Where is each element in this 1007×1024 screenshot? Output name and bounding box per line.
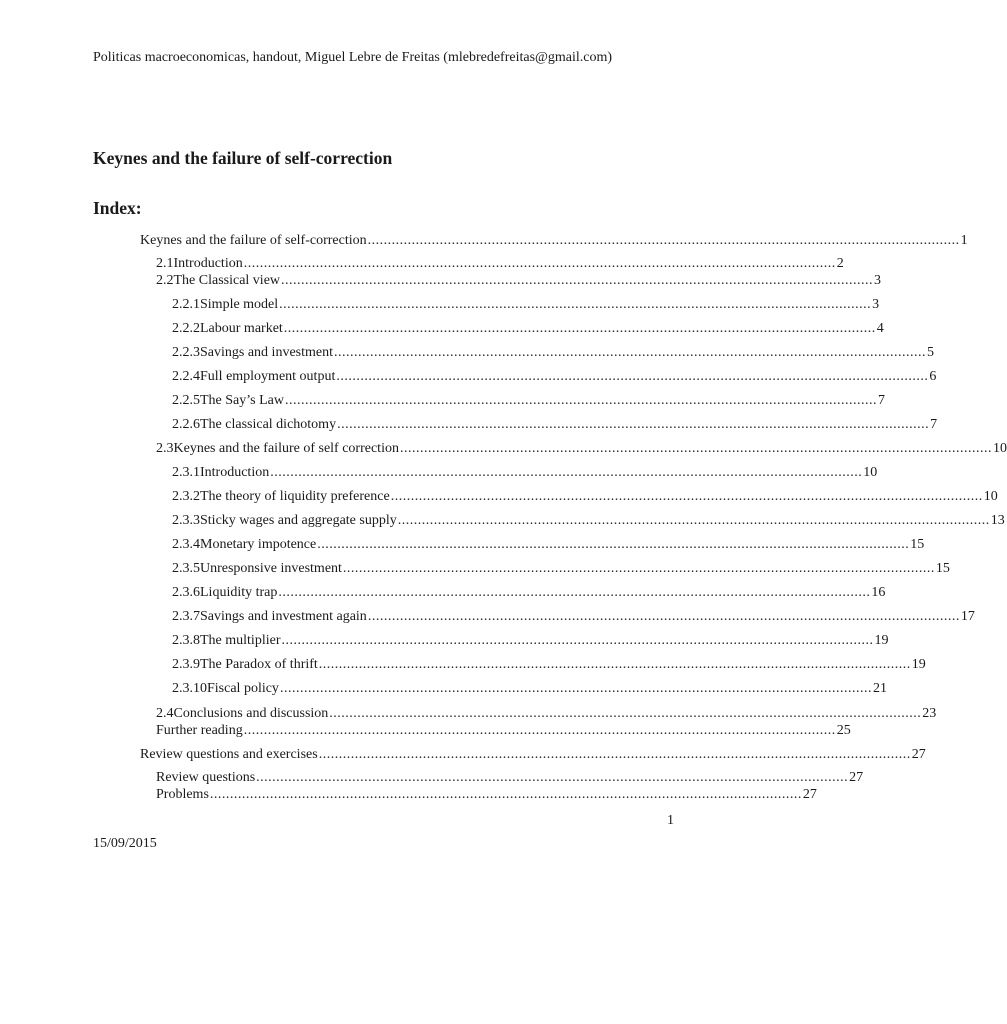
toc-leader-dots: .................................................................................................................................................... [367,233,960,248]
toc-entry-label: Liquidity trap [200,585,278,600]
toc-entry[interactable] [140,747,926,763]
toc-entry-number: 2.3.7 [172,609,200,624]
toc-entry-number: 2.3.4 [172,537,200,552]
toc-entry-label: The theory of liquidity preference [200,489,390,504]
toc-entry-page: 16 [871,585,886,600]
toc-entry-number: 2.2.1 [172,297,200,312]
toc-entry[interactable] [172,585,886,601]
toc-entry[interactable] [172,513,1005,529]
toc-entry-page: 15 [910,537,925,552]
toc-entry[interactable] [156,273,882,289]
toc-entry-page: 7 [877,393,885,408]
toc-entry[interactable] [172,681,887,697]
toc-entry[interactable] [156,706,937,722]
toc-entry-number: 2.3.1 [172,465,200,480]
toc-entry[interactable] [172,633,889,649]
toc-entry-number: 2.3.3 [172,513,200,528]
toc-leader-dots: .................................................................................................................................................... [209,787,802,802]
toc-entry-page: 3 [874,273,882,288]
toc-entry[interactable] [156,723,851,739]
toc-entry-page: 10 [863,465,878,480]
toc-entry[interactable] [172,369,937,385]
toc-entry[interactable] [156,256,844,272]
toc-entry-label: Labour market [200,321,283,336]
toc-entry[interactable] [172,489,998,505]
toc-entry-label: Introduction [173,256,243,271]
toc-entry-label: Review questions and exercises [140,747,318,762]
toc-leader-dots: .................................................................................................................................................... [279,297,872,312]
toc-leader-dots: .................................................................................................................................................... [281,633,874,648]
toc-entry-page: 19 [874,633,889,648]
toc-entry-label: Savings and investment [200,345,333,360]
toc-entry[interactable] [172,345,934,361]
toc-leader-dots: .................................................................................................................................................... [283,321,876,336]
toc-leader-dots: .................................................................................................................................................... [281,273,874,288]
toc-entry-page: 23 [922,706,937,721]
toc-entry[interactable] [156,787,817,803]
toc-entry[interactable] [172,393,885,409]
toc-entry-page: 27 [802,787,817,802]
toc-entry-number: 2.2.5 [172,393,200,408]
toc-entry-label: The Classical view [173,273,281,288]
toc-leader-dots: .................................................................................................................................................... [367,609,960,624]
toc-entry-page: 1 [960,233,968,248]
toc-entry-number: 2.3.5 [172,561,200,576]
toc-entry-number: 2.2.3 [172,345,200,360]
toc-entry[interactable] [172,609,975,625]
toc-entry[interactable] [172,417,938,433]
toc-entry-number: 2.3.8 [172,633,200,648]
toc-entry-page: 27 [849,770,864,785]
toc-entry-label: Problems [156,787,209,802]
toc-entry-number: 2.2.4 [172,369,200,384]
toc-entry[interactable] [172,561,950,577]
toc-leader-dots: .................................................................................................................................................... [336,369,929,384]
toc-entry-label: Conclusions and discussion [173,706,329,721]
toc-entry-label: Full employment output [200,369,336,384]
toc-entry[interactable] [172,321,884,337]
document-title: Keynes and the failure of self-correction [93,148,393,168]
toc-entry-page: 17 [960,609,975,624]
toc-entry-page: 4 [876,321,884,336]
toc-leader-dots: .................................................................................................................................................... [243,256,836,271]
toc-entry-label: Review questions [156,770,256,785]
toc-leader-dots: .................................................................................................................................................... [342,561,935,576]
toc-entry-label: Sticky wages and aggregate supply [200,513,397,528]
toc-entry-page: 25 [836,723,851,738]
toc-entry-page: 15 [935,561,950,576]
toc-entry-number: 2.3.10 [172,681,207,696]
toc-leader-dots: .................................................................................................................................................... [279,681,872,696]
toc-entry-page: 3 [872,297,880,312]
toc-leader-dots: .................................................................................................................................................... [256,770,849,785]
toc-leader-dots: .................................................................................................................................................... [270,465,863,480]
toc-leader-dots: .................................................................................................................................................... [334,345,926,360]
toc-entry-number: 2.3.6 [172,585,200,600]
toc-leader-dots: .................................................................................................................................................... [329,706,922,721]
toc-leader-dots: .................................................................................................................................................... [390,489,983,504]
toc-entry-page: 10 [992,441,1007,456]
toc-entry-page: 21 [872,681,887,696]
index-heading: Index: [93,198,142,218]
toc-entry-page: 7 [930,417,938,432]
toc-entry-page: 2 [836,256,844,271]
toc-entry-label: The multiplier [200,633,281,648]
toc-entry-number: 2.4 [156,706,174,721]
toc-entry-page: 19 [911,657,926,672]
toc-leader-dots: .................................................................................................................................................... [243,723,836,738]
toc-entry-page: 27 [911,747,926,762]
toc-entry-page: 5 [927,345,934,360]
toc-entry[interactable] [172,465,878,481]
toc-leader-dots: .................................................................................................................................................... [278,585,871,600]
document-date: 15/09/2015 [93,836,157,851]
toc-entry-number: 2.2 [156,273,174,288]
document-header: Politicas macroeconomicas, handout, Miguel Lebre de Freitas (mlebredefreitas@gmail.com) [93,50,613,65]
toc-leader-dots: .................................................................................................................................................... [318,657,911,672]
toc-entry-page: 10 [983,489,998,504]
toc-entry[interactable] [140,233,968,249]
toc-leader-dots: .................................................................................................................................................... [318,747,911,762]
toc-entry-label: Further reading [156,723,243,738]
toc-entry-label: Introduction [200,465,270,480]
toc-entry-number: 2.1 [156,256,174,271]
toc-entry-label: Simple model [200,297,279,312]
toc-entry[interactable] [172,297,880,313]
toc-entry-number: 2.3.9 [172,657,200,672]
toc-leader-dots: .................................................................................................................................................... [317,537,910,552]
toc-entry-label: The classical dichotomy [200,417,337,432]
toc-entry[interactable] [156,441,1007,457]
toc-entry[interactable] [172,657,926,673]
toc-entry-page: 6 [929,369,937,384]
toc-entry-page: 13 [990,513,1005,528]
toc-entry-number: 2.2.2 [172,321,200,336]
toc-leader-dots: .................................................................................................................................................... [284,393,877,408]
toc-entry-label: The Paradox of thrift [200,657,318,672]
toc-entry-label: The Say’s Law [200,393,284,408]
toc-entry[interactable] [156,770,864,786]
toc-leader-dots: .................................................................................................................................................... [337,417,930,432]
toc-entry-label: Unresponsive investment [200,561,342,576]
toc-leader-dots: .................................................................................................................................................... [399,441,992,456]
page-number: 1 [667,813,674,828]
toc-entry-number: 2.3.2 [172,489,200,504]
toc-entry[interactable] [172,537,925,553]
toc-entry-label: Fiscal policy [207,681,279,696]
toc-entry-label: Keynes and the failure of self-correction [140,233,367,248]
toc-entry-number: 2.3 [156,441,174,456]
toc-entry-number: 2.2.6 [172,417,200,432]
toc-entry-label: Keynes and the failure of self correction [173,441,399,456]
toc-entry-label: Monetary impotence [200,537,317,552]
toc-entry-label: Savings and investment again [200,609,367,624]
toc-leader-dots: .................................................................................................................................................... [397,513,990,528]
